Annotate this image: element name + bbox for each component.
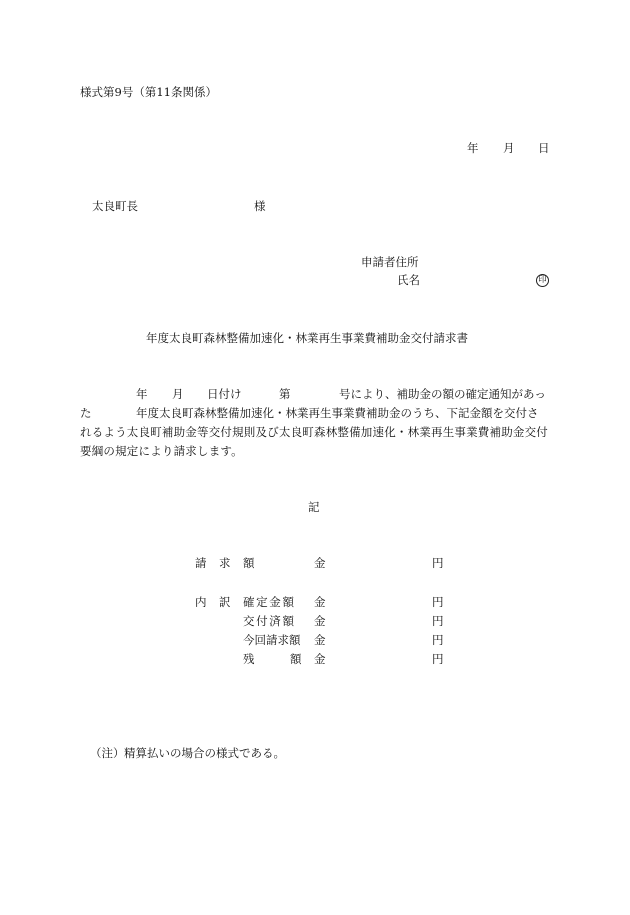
confirmed-amount-label: 確 定 金 額	[243, 595, 293, 609]
body-line-3: れるよう太良町補助金等交付規則及び太良町森林整備加速化・林業再生事業費補助金交付	[80, 425, 548, 439]
body-line-4: 要綱の規定により請求します。	[80, 444, 243, 458]
breakdown-char-2: 訳	[219, 595, 231, 609]
note-text: 精算払いの場合の様式である。	[124, 746, 285, 760]
request-yen: 円	[432, 556, 444, 570]
current-request-label: 今回請求額	[243, 633, 301, 647]
addressee-honorific: 様	[254, 199, 266, 213]
confirmed-kin: 金	[314, 595, 326, 609]
ki-heading: 記	[308, 500, 320, 514]
date-year: 年	[467, 141, 479, 155]
body-ta: た	[80, 406, 92, 420]
addressee-name: 太良町長	[92, 199, 138, 213]
note-label: （注）	[90, 746, 125, 760]
paid-yen: 円	[432, 614, 444, 628]
request-char-1: 請	[195, 556, 207, 570]
body-line-1-rest: 号により、補助金の額の確定通知があっ	[339, 387, 546, 401]
request-kin: 金	[314, 556, 326, 570]
breakdown-char-1: 内	[195, 595, 207, 609]
seal-mark: 印	[536, 274, 549, 287]
remaining-kin: 金	[314, 652, 326, 666]
current-kin: 金	[314, 633, 326, 647]
request-char-2: 求	[219, 556, 231, 570]
body-year: 年	[136, 387, 148, 401]
body-line-2-rest: 年度太良町森林整備加速化・林業再生事業費補助金のうち、下記金額を交付さ	[136, 406, 539, 420]
paid-amount-label: 交 付 済 額	[243, 614, 293, 628]
remaining-label-right: 額	[290, 652, 302, 666]
form-number: 様式第9号（第11条関係）	[80, 85, 217, 99]
body-month: 月	[172, 387, 184, 401]
document-title: 年度太良町森林整備加速化・林業再生事業費補助金交付請求書	[146, 331, 468, 345]
request-char-3: 額	[243, 556, 255, 570]
current-yen: 円	[432, 633, 444, 647]
applicant-address-label: 申請者住所	[361, 255, 419, 269]
remaining-label-left: 残	[243, 652, 255, 666]
paid-kin: 金	[314, 614, 326, 628]
date-day: 日	[538, 141, 550, 155]
confirmed-yen: 円	[432, 595, 444, 609]
body-date-suffix: 日付け	[207, 387, 242, 401]
remaining-yen: 円	[432, 652, 444, 666]
date-month: 月	[503, 141, 515, 155]
applicant-name-label: 氏名	[397, 273, 420, 287]
body-dai: 第	[279, 387, 291, 401]
